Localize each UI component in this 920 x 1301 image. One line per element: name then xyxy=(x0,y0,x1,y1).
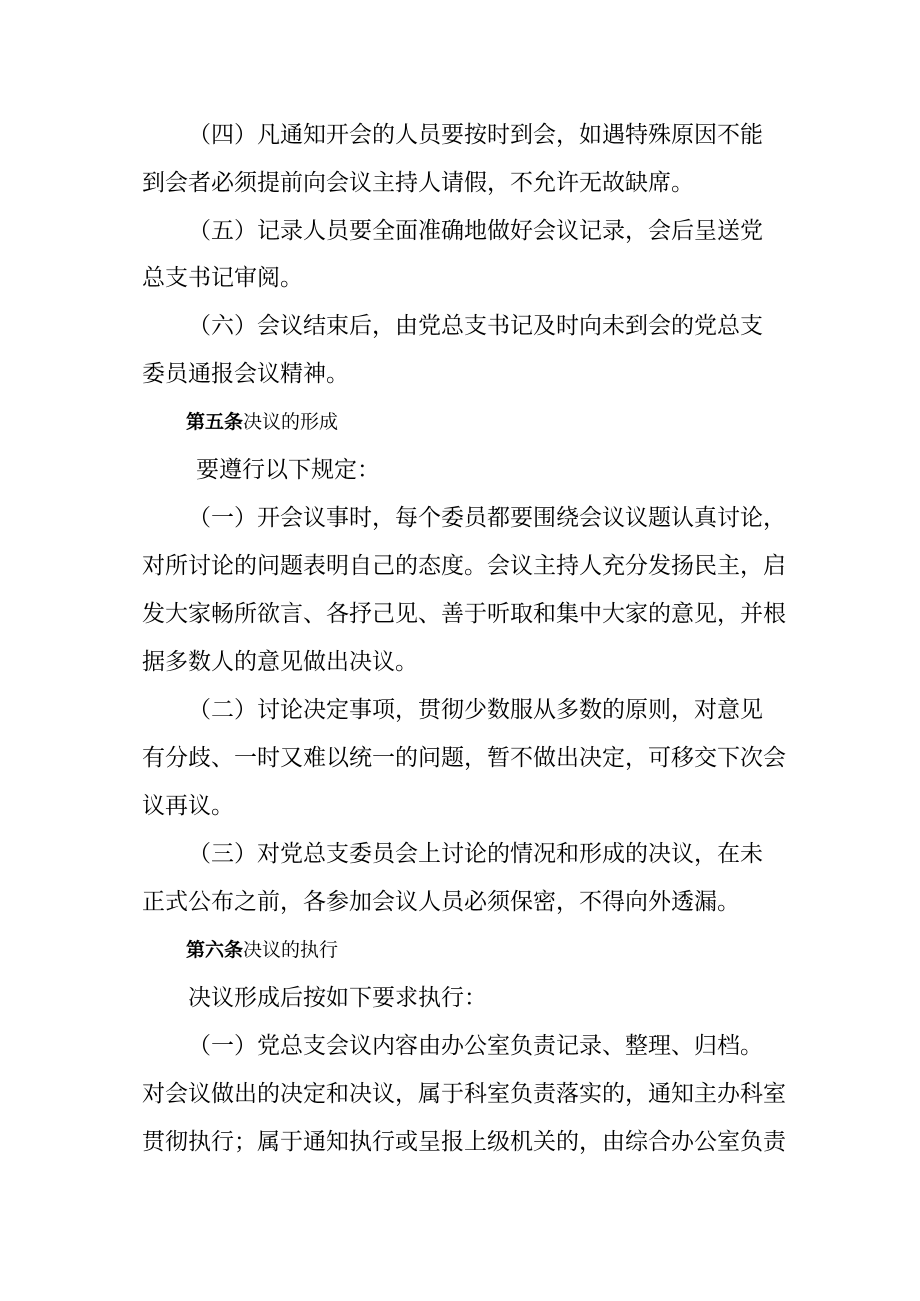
paragraph-line: （三）对党总支委员会上讨论的情况和形成的决议，在未 xyxy=(188,841,763,867)
article-label: 第六条 xyxy=(186,939,244,961)
paragraph-line: 议再议。 xyxy=(142,793,234,819)
paragraph-line: 发大家畅所欲言、各抒己见、善于听取和集中大家的意见，并根 xyxy=(142,601,786,627)
paragraph-line: 有分歧、一时又难以统一的问题，暂不做出决定，可移交下次会 xyxy=(142,745,786,771)
paragraph-line: （一）党总支会议内容由办公室负责记录、整理、归档。 xyxy=(188,1033,763,1059)
paragraph-line: 对所讨论的问题表明自己的态度。会议主持人充分发扬民主，启 xyxy=(142,553,786,579)
paragraph-line: （二）讨论决定事项，贯彻少数服从多数的原则，对意见 xyxy=(188,697,763,723)
article-heading-6 xyxy=(186,935,338,965)
paragraph-line: 贯彻执行；属于通知执行或呈报上级机关的，由综合办公室负责 xyxy=(142,1129,786,1155)
paragraph-line: 决议形成后按如下要求执行： xyxy=(188,985,487,1011)
paragraph-line: 到会者必须提前向会议主持人请假，不允许无故缺席。 xyxy=(142,170,694,196)
paragraph-line: （五）记录人员要全面准确地做好会议记录，会后呈送党 xyxy=(188,218,763,244)
paragraph-line: 据多数人的意见做出决议。 xyxy=(142,649,418,675)
paragraph-line: （四）凡通知开会的人员要按时到会，如遇特殊原因不能 xyxy=(188,122,763,148)
paragraph-line: 对会议做出的决定和决议，属于科室负责落实的，通知主办科室 xyxy=(142,1081,786,1107)
article-label: 第五条 xyxy=(186,411,244,433)
paragraph-line: 总支书记审阅。 xyxy=(142,265,303,291)
paragraph-line: 要遵行以下规定： xyxy=(196,457,380,483)
article-heading-5 xyxy=(186,407,338,437)
article-title: 决议的执行 xyxy=(243,939,339,961)
paragraph-line: （一）开会议事时，每个委员都要围绕会议议题认真讨论， xyxy=(188,505,786,531)
article-title: 决议的形成 xyxy=(243,411,339,433)
paragraph-line: 正式公布之前，各参加会议人员必须保密，不得向外透漏。 xyxy=(142,889,740,915)
paragraph-line: 委员通报会议精神。 xyxy=(142,361,349,387)
paragraph-line: （六）会议结束后，由党总支书记及时向未到会的党总支 xyxy=(188,313,763,339)
